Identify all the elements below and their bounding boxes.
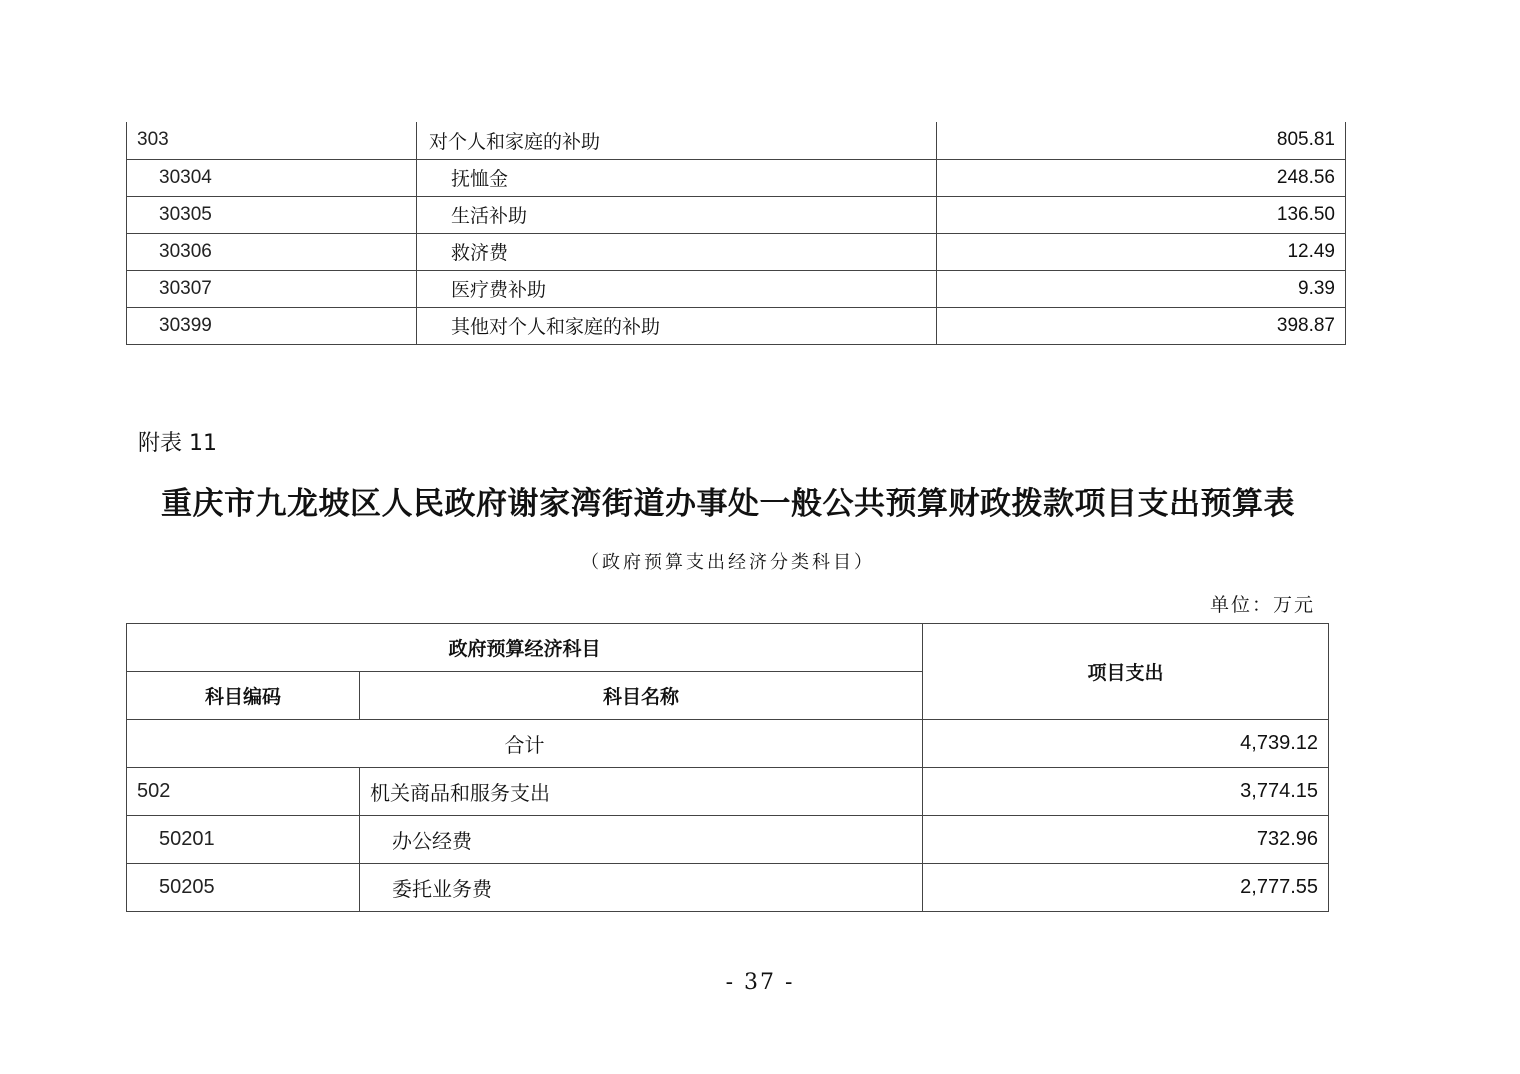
subject-code: 303 xyxy=(127,122,417,159)
table-row xyxy=(127,159,1346,196)
subject-code: 30307 xyxy=(127,270,417,307)
subject-name: 其他对个人和家庭的补助 xyxy=(417,307,937,344)
subject-code: 50205 xyxy=(127,864,360,912)
project-expense-table xyxy=(126,623,1329,912)
table-row xyxy=(127,122,1346,159)
subject-name: 机关商品和服务支出 xyxy=(360,768,923,816)
page-subtitle: （政府预算支出经济分类科目） xyxy=(581,552,875,573)
table-row xyxy=(127,270,1346,307)
page-title: 重庆市九龙坡区人民政府谢家湾街道办事处一般公共预算财政拨款项目支出预算表 xyxy=(161,486,1295,522)
amount: 805.81 xyxy=(937,122,1346,159)
subject-name: 委托业务费 xyxy=(360,864,923,912)
subject-name: 对个人和家庭的补助 xyxy=(417,122,937,159)
header-subject-name: 科目名称 xyxy=(360,672,923,720)
unit-label: 单位：万元 xyxy=(1209,594,1315,616)
subject-name: 办公经费 xyxy=(360,816,923,864)
header-project-expense: 项目支出 xyxy=(923,624,1329,720)
amount: 732.96 xyxy=(923,816,1329,864)
amount: 12.49 xyxy=(937,233,1346,270)
total-label: 合计 xyxy=(127,720,923,768)
amount: 398.87 xyxy=(937,307,1346,344)
table-row xyxy=(127,307,1346,344)
amount: 248.56 xyxy=(937,159,1346,196)
total-amount: 4,739.12 xyxy=(923,720,1329,768)
header-subject-code: 科目编码 xyxy=(127,672,360,720)
header-row xyxy=(127,624,1329,672)
amount: 136.50 xyxy=(937,196,1346,233)
subject-code: 50201 xyxy=(127,816,360,864)
subject-code: 30304 xyxy=(127,159,417,196)
annex-label: 附表 11 xyxy=(138,431,217,456)
total-row xyxy=(127,720,1329,768)
expense-table-continued xyxy=(126,122,1346,345)
table-row xyxy=(127,768,1329,816)
amount: 9.39 xyxy=(937,270,1346,307)
amount: 2,777.55 xyxy=(923,864,1329,912)
table-row xyxy=(127,233,1346,270)
subject-name: 医疗费补助 xyxy=(417,270,937,307)
subject-name: 救济费 xyxy=(417,233,937,270)
table-row xyxy=(127,864,1329,912)
table-row xyxy=(127,196,1346,233)
subject-code: 30306 xyxy=(127,233,417,270)
subject-name: 生活补助 xyxy=(417,196,937,233)
subject-code: 30399 xyxy=(127,307,417,344)
subject-code: 502 xyxy=(127,768,360,816)
subject-code: 30305 xyxy=(127,196,417,233)
subject-name: 抚恤金 xyxy=(417,159,937,196)
header-group: 政府预算经济科目 xyxy=(127,624,923,672)
amount: 3,774.15 xyxy=(923,768,1329,816)
table-row xyxy=(127,816,1329,864)
page-number: - 37 - xyxy=(725,970,795,995)
